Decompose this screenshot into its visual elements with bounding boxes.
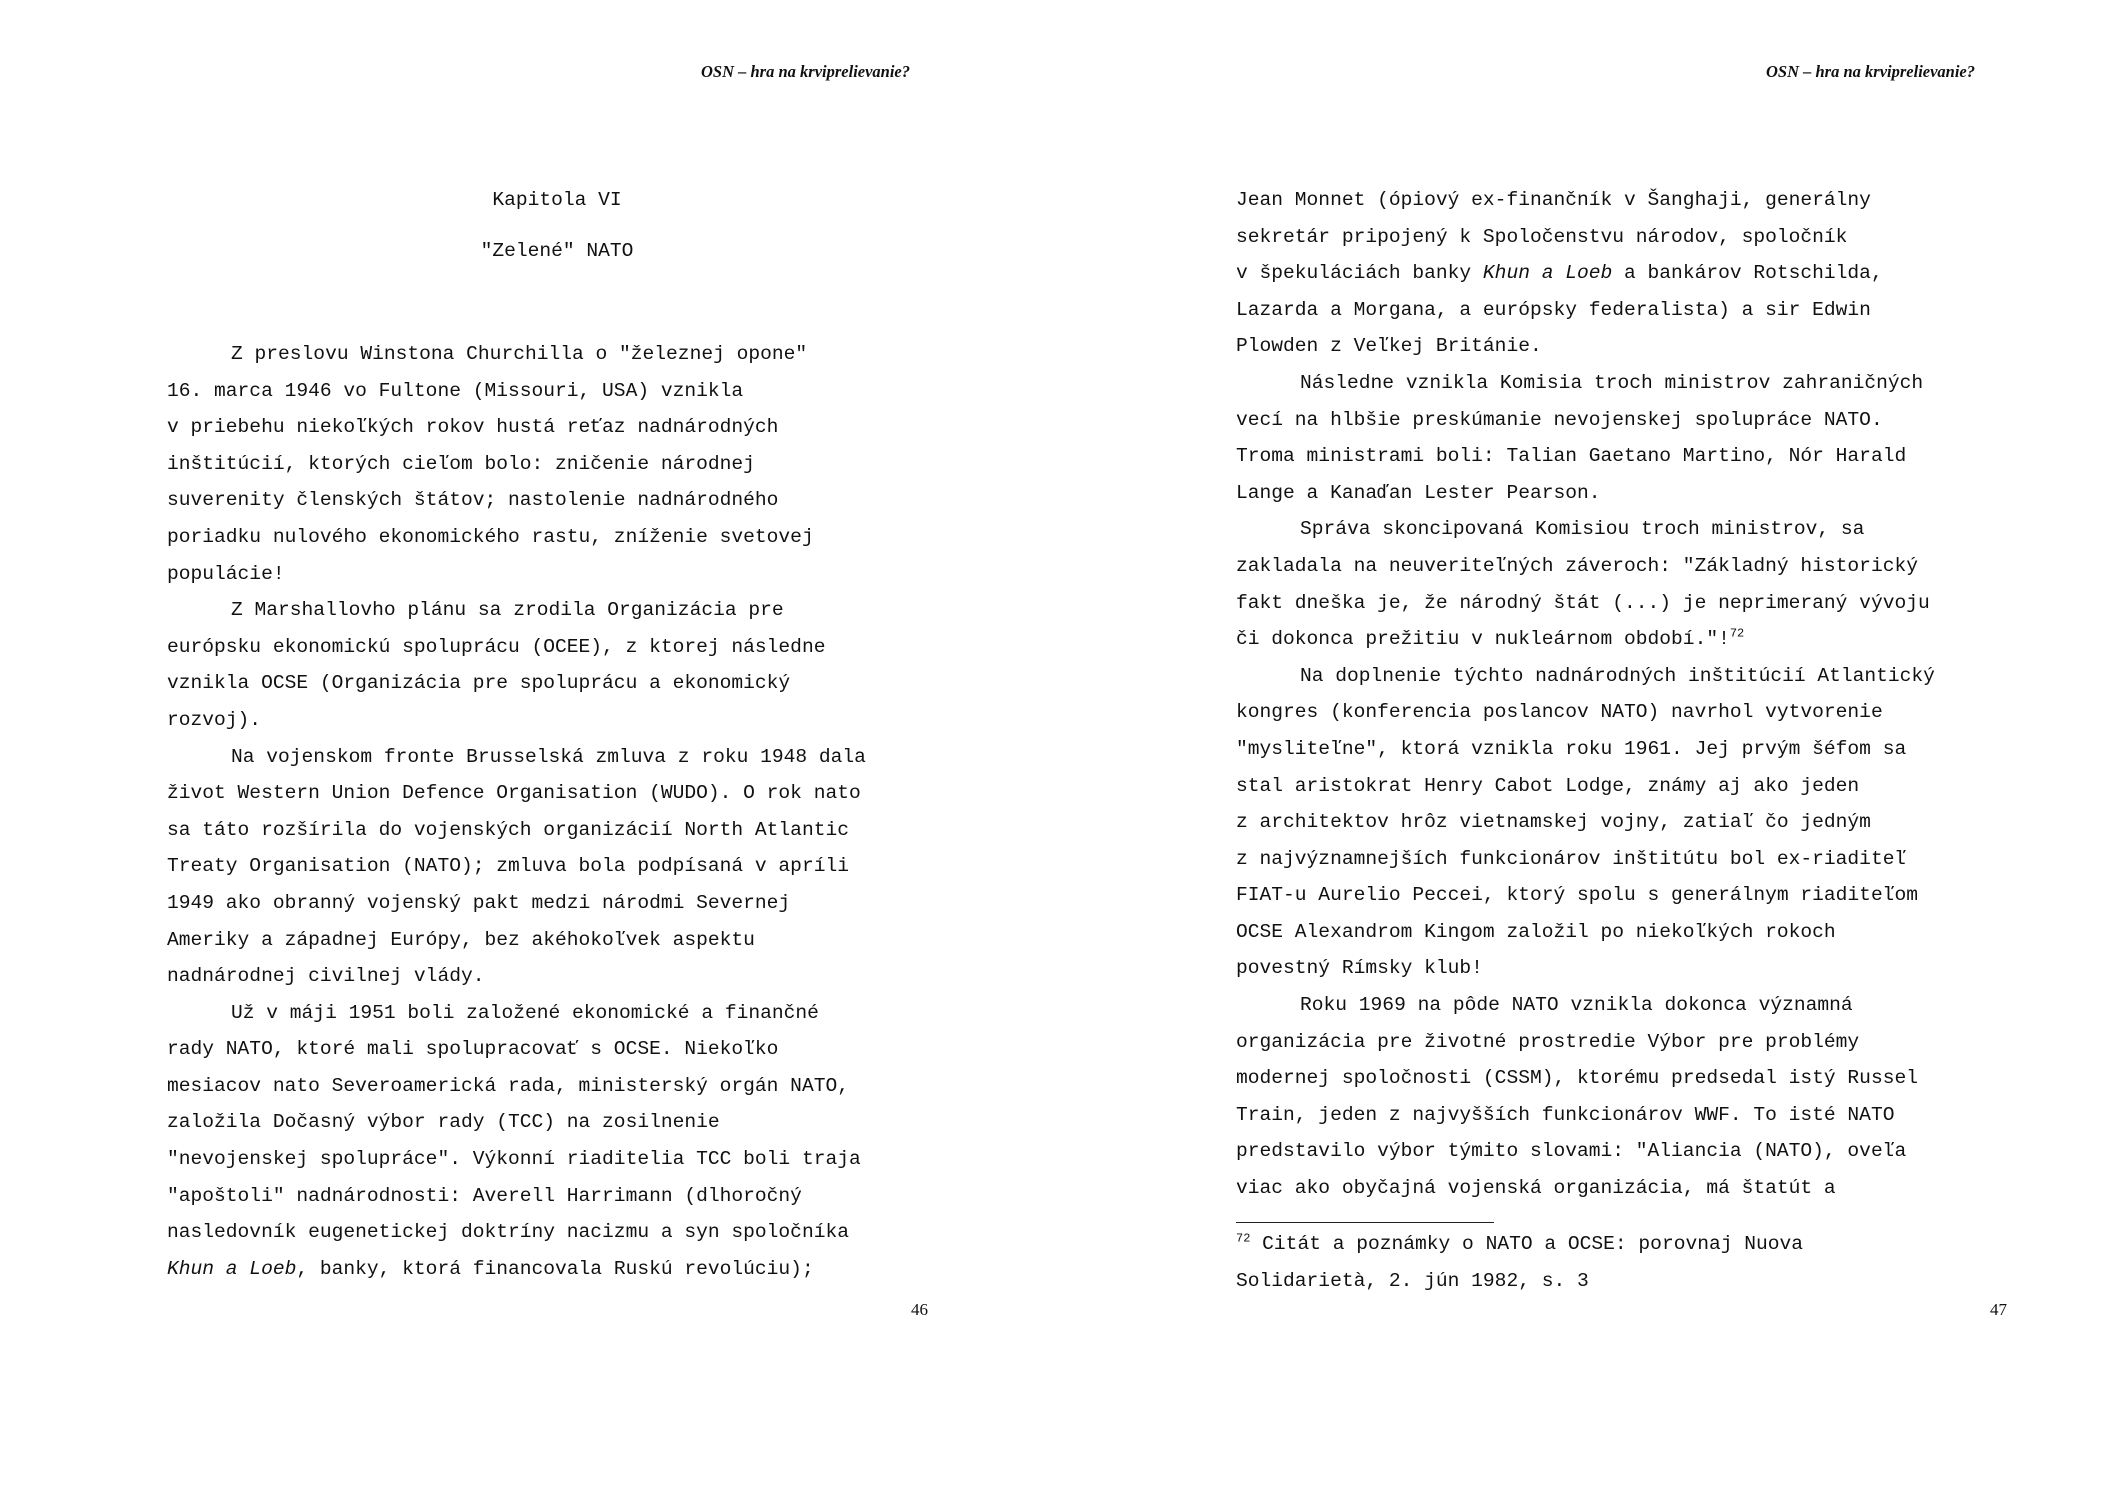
text-line [1236,768,1935,805]
text-span: mesiacov nato Severoamerická rada, ministerský orgán NATO, [167,1074,849,1097]
text-span: Následne vznikla Komisia troch ministrov zahraničných [1300,371,1924,394]
text-span: povestný Rímsky klub! [1236,957,1483,980]
text-span: vecí na hlbšie preskúmanie nevojenskej spolupráce NATO. [1236,408,1883,431]
text-span: život Western Union Defence Organisation (WUDO). O rok nato [167,782,861,805]
text-span: v priebehu niekoľkých rokov hustá reťaz nadnárodných [167,416,779,439]
text-span: Treaty Organisation (NATO); zmluva bola podpísaná v apríli [167,855,849,878]
text-line [1236,987,1935,1024]
text-span: Lazarda a Morgana, a európsky federalista) a sir Edwin [1236,298,1871,321]
text-span: Plowden z Veľkej Británie. [1236,335,1542,358]
text-line [167,629,866,666]
text-span: 16. marca 1946 vo Fultone (Missouri, USA) vznikla [167,379,744,402]
text-line [1236,255,1935,292]
text-line [1236,841,1935,878]
footnote-line [1236,1226,1803,1263]
text-line [167,1104,866,1141]
text-span: nadnárodnej civilnej vlády. [167,965,485,988]
chapter-subtitle: "Zelené" NATO [480,240,634,262]
footnote-separator [1236,1222,1494,1223]
text-line [1236,694,1935,731]
text-span: "mysliteľne", ktorá vznikla roku 1961. Jej prvým šéfom sa [1236,737,1907,760]
text-span: fakt dneška je, že národný štát (...) je neprimeraný vývoju [1236,591,1930,614]
footnote-line: Solidarietà, 2. jún 1982, s. 3 [1236,1270,1589,1292]
text-line [167,336,866,373]
text-span: "apoštoli" nadnárodnosti: Averell Harrimann (dlhoročný [167,1184,802,1207]
text-line [167,519,866,556]
text-span: poriadku nulového ekonomického rastu, zníženie svetovej [167,525,814,548]
text-line [1236,731,1935,768]
text-line [167,446,866,483]
text-span: európsku ekonomickú spoluprácu (OCEE), z ktorej následne [167,635,826,658]
text-line [1236,219,1935,256]
text-span: z najvýznamnejších funkcionárov inštitútu bol ex-riaditeľ [1236,847,1907,870]
text-span: OCSE Alexandrom Kingom založil po niekoľkých rokoch [1236,920,1836,943]
text-line [167,373,866,410]
right-page [1060,0,2120,1500]
text-line [1236,182,1935,219]
running-header: OSN – hra na krviprelievanie? [1766,62,1976,81]
text-span: nasledovník eugenetickej doktríny nacizmu a syn spoločníka [167,1221,849,1244]
text-span: Roku 1969 na pôde NATO vznikla dokonca významná [1300,994,1853,1017]
text-span: sa táto rozšírila do vojenských organizácií North Atlantic [167,818,849,841]
text-line [1236,438,1935,475]
text-line [167,922,866,959]
text-line [167,409,866,446]
text-span: predstavilo výbor týmito slovami: "Aliancia (NATO), oveľa [1236,1140,1907,1163]
text-line [1236,804,1935,841]
text-line [1236,658,1935,695]
text-line [1236,621,1935,658]
text-line [1236,1060,1935,1097]
text-line [1236,365,1935,402]
text-span: Lange a Kanaďan Lester Pearson. [1236,481,1601,504]
text-line [167,702,866,739]
running-header: OSN – hra na krviprelievanie? [701,62,911,81]
text-span: Z Marshallovho plánu sa zrodila Organizácia pre [231,599,784,622]
text-span: organizácia pre životné prostredie Výbor pre problémy [1236,1030,1860,1053]
text-span: viac ako obyčajná vojenská organizácia, má štatút a [1236,1177,1836,1200]
page-number: 47 [1990,1300,2007,1319]
text-span: Z preslovu Winstona Churchilla o "železnej opone" [231,343,808,365]
page-number: 46 [911,1300,928,1319]
text-line [1236,1024,1935,1061]
text-line [167,556,866,593]
text-span: Na doplnenie týchto nadnárodných inštitúcií Atlantický [1300,664,1935,687]
text-line [167,812,866,849]
text-line [167,848,866,885]
footnote-reference: 72 [1729,626,1745,641]
text-line [1236,1133,1935,1170]
text-span: suverenity členských štátov; nastolenie nadnárodného [167,489,779,512]
text-line [1236,585,1935,622]
text-line [1236,1170,1935,1207]
text-line [167,995,866,1032]
text-line [1236,511,1935,548]
text-span: 1949 ako obranný vojenský pakt medzi národmi Severnej [167,891,791,914]
text-line [167,1214,866,1251]
text-line [167,739,866,776]
text-span: či dokonca prežitiu v nukleárnom období."! [1236,628,1730,651]
text-span: kongres (konferencia poslancov NATO) navrhol vytvorenie [1236,701,1883,724]
text-span: Už v máji 1951 boli založené ekonomické a finančné [231,1001,819,1024]
text-span: Správa skoncipovaná Komisiou troch ministrov, sa [1300,518,1865,541]
text-span: FIAT-u Aurelio Peccei, ktorý spolu s generálnym riaditeľom [1236,884,1918,907]
text-line [167,885,866,922]
text-line [167,1031,866,1068]
text-line [1236,475,1935,512]
italic-text: Khun a Loeb [167,1257,297,1280]
text-span: rozvoj). [167,708,262,731]
text-span: a bankárov Rotschilda, [1612,262,1883,285]
footnote [1236,1226,1803,1300]
text-span: Troma ministrami boli: Talian Gaetano Martino, Nór Harald [1236,445,1907,468]
text-span: z architektov hrôz vietnamskej vojny, zatiaľ čo jedným [1236,811,1871,834]
body-text [1236,182,1935,1207]
text-span: Jean Monnet (ópiový ex-finančník v Šanghaji, generálny [1236,189,1871,211]
text-span: Train, jeden z najvyšších funkcionárov WWF. To isté NATO [1236,1103,1895,1126]
text-line [1236,402,1935,439]
chapter-heading [167,182,947,269]
text-line [167,1141,866,1178]
text-line [167,592,866,629]
text-line [167,1251,866,1288]
text-line [1236,1097,1935,1134]
text-span: rady NATO, ktoré mali spolupracovať s OCSE. Niekoľko [167,1038,779,1061]
text-line [167,1068,866,1105]
text-span: , banky, ktorá financovala Ruskú revolúciu); [296,1257,814,1280]
text-span: stal aristokrat Henry Cabot Lodge, známy aj ako jeden [1236,774,1860,797]
chapter-title: Kapitola VI [492,189,622,211]
text-line [167,1178,866,1215]
text-span: modernej spoločnosti (CSSM), ktorému predsedal istý Russel [1236,1067,1918,1090]
footnote-number: 72 [1236,1231,1251,1246]
text-span: založila Dočasný výbor rady (TCC) na zosilnenie [167,1111,720,1134]
text-line [1236,914,1935,951]
text-line [167,958,866,995]
text-line [1236,548,1935,585]
text-line [167,665,866,702]
text-line [1236,328,1935,365]
text-span: vznikla OCSE (Organizácia pre spoluprácu a ekonomický [167,672,791,695]
text-line [1236,877,1935,914]
text-line [167,775,866,812]
text-line [167,482,866,519]
body-text [167,336,866,1287]
footnote-text: Citát a poznámky o NATO a OCSE: porovnaj Nuova [1250,1233,1804,1255]
text-span: zakladala na neuveriteľných záveroch: "Základný historický [1236,554,1918,577]
text-span: populácie! [167,562,285,585]
text-span: "nevojenskej spolupráce". Výkonní riaditelia TCC boli traja [167,1148,861,1171]
text-line [1236,292,1935,329]
text-span: Na vojenskom fronte Brusselská zmluva z roku 1948 dala [231,745,866,768]
text-line [1236,950,1935,987]
text-span: v špekuláciách banky [1236,262,1483,285]
text-span: inštitúcií, ktorých cieľom bolo: zničenie národnej [167,452,755,475]
italic-text: Khun a Loeb [1482,262,1613,285]
text-span: sekretár pripojený k Spoločenstvu národov, spoločník [1236,225,1848,248]
text-span: Ameriky a západnej Európy, bez akéhokoľvek aspektu [167,928,755,951]
